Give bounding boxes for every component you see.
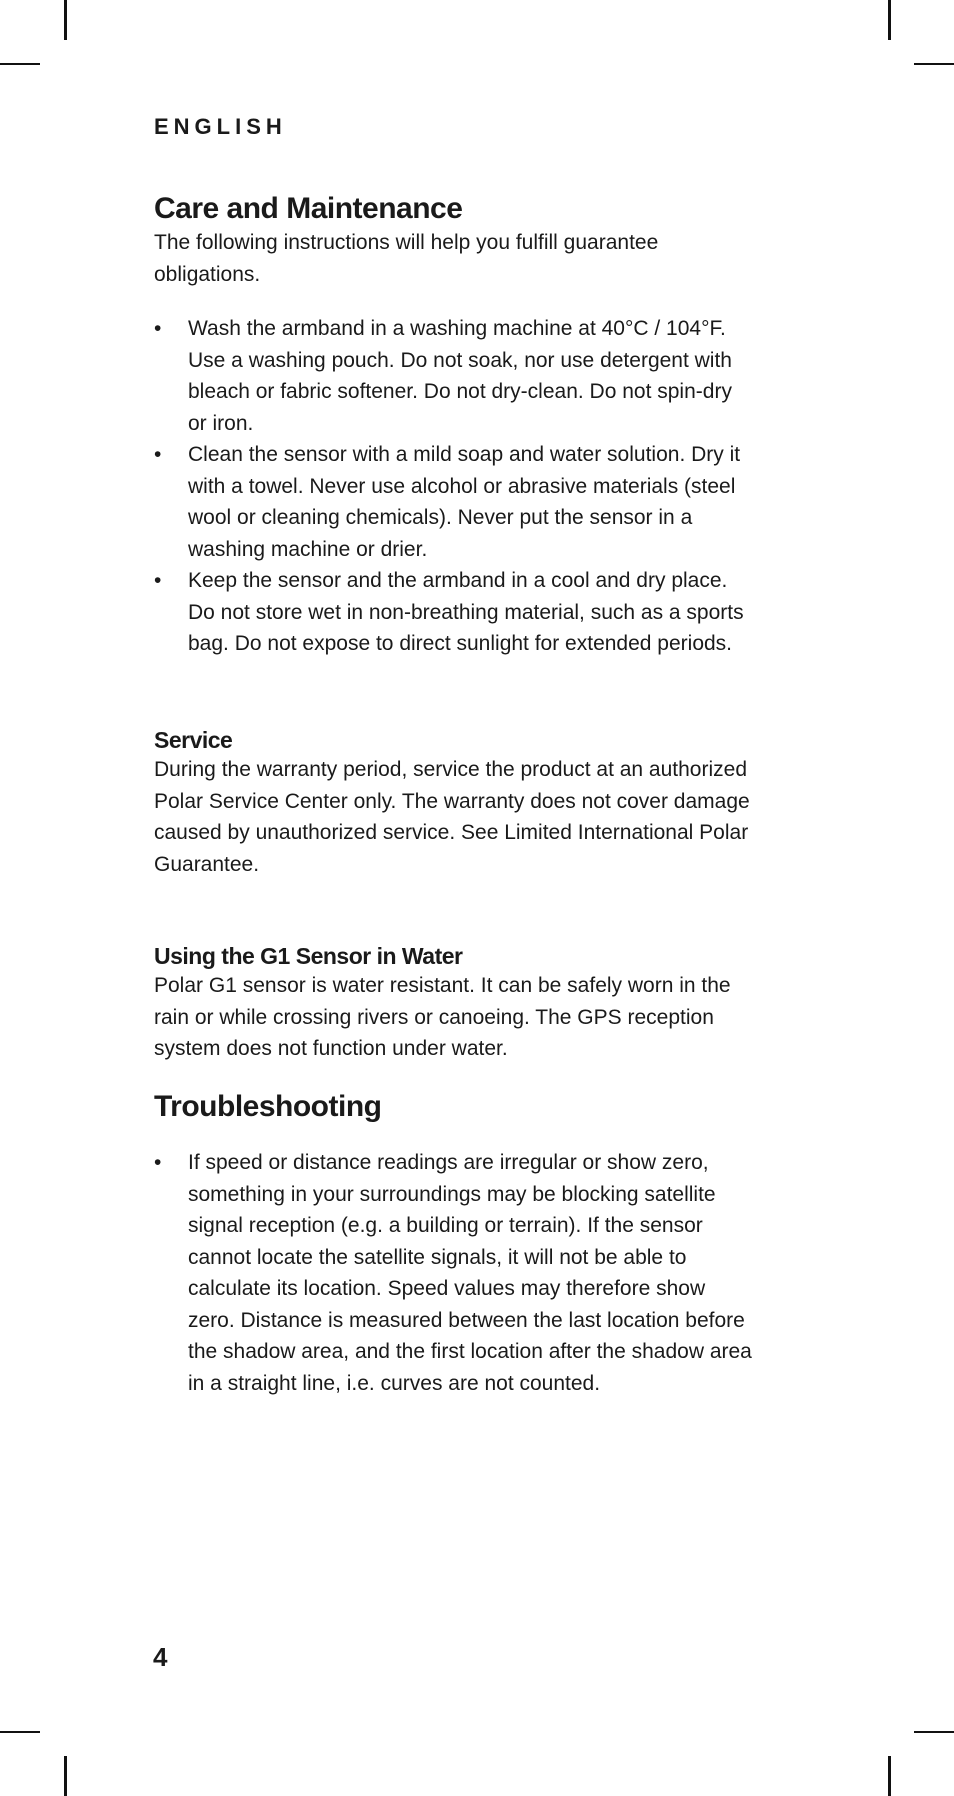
service-title: Service xyxy=(154,727,233,753)
service-text: During the warranty period, service the product at an authorized Polar Service Center only. The warranty does not cover damage caused by unauthorized service. See Limited International Polar Guarantee. xyxy=(154,758,750,876)
troubleshooting-list-block xyxy=(154,1147,754,1399)
care-item-text: Clean the sensor with a mild soap and water solution. Dry it with a towel. Never use alcohol or abrasive materials (steel wool or cleaning chemicals). Never put the sensor in a washing machine or drier. xyxy=(188,443,741,561)
troubleshooting-section xyxy=(154,1089,754,1125)
bullet-icon: • xyxy=(154,443,162,466)
list-item xyxy=(154,313,754,439)
service-section xyxy=(154,726,754,880)
list-item xyxy=(154,1147,754,1399)
troubleshooting-list xyxy=(154,1147,754,1399)
crop-mark-top-right xyxy=(888,0,891,40)
crop-mark-bottom-left-h xyxy=(0,1731,40,1733)
language-header: ENGLISH xyxy=(154,114,287,139)
care-item-text: Wash the armband in a washing machine at 40°C / 104°F. Use a washing pouch. Do not soak, nor use detergent with bleach or fabric softener. Do not dry-clean. Do not spin-dry or iron. xyxy=(188,317,732,435)
crop-mark-bottom-right-h xyxy=(914,1731,954,1733)
water-title: Using the G1 Sensor in Water xyxy=(154,943,463,969)
crop-mark-top-left-h xyxy=(0,63,40,65)
crop-mark-top-left xyxy=(64,0,67,40)
care-intro: The following instructions will help you fulfill guarantee obligations. xyxy=(154,231,659,286)
care-section xyxy=(154,191,754,290)
troubleshooting-title: Troubleshooting xyxy=(154,1090,382,1123)
page-number: 4 xyxy=(153,1642,168,1672)
bullet-icon: • xyxy=(154,317,162,340)
list-item xyxy=(154,439,754,565)
water-section xyxy=(154,942,754,1065)
care-list xyxy=(154,313,754,660)
bullet-icon: • xyxy=(154,569,162,592)
list-item xyxy=(154,565,754,660)
crop-mark-bottom-left xyxy=(64,1756,67,1796)
troubleshooting-item-text: If speed or distance readings are irregular or show zero, something in your surroundings may be blocking satellite signal reception (e.g. a building or terrain). If the sensor cannot locate the satellite signals, it will not be able to calculate its location. Speed values may therefore show zero. Distance is measured between the last location before the shadow area, and the first location after the shadow area in a straight line, i.e. curves are not counted. xyxy=(188,1151,752,1395)
crop-mark-top-right-h xyxy=(914,63,954,65)
water-text: Polar G1 sensor is water resistant. It can be safely worn in the rain or while crossing rivers or canoeing. The GPS reception system does not function under water. xyxy=(154,974,731,1060)
care-title: Care and Maintenance xyxy=(154,192,463,225)
care-item-text: Keep the sensor and the armband in a cool and dry place. Do not store wet in non-breathing material, such as a sports bag. Do not expose to direct sunlight for extended periods. xyxy=(188,569,744,655)
crop-mark-bottom-right xyxy=(888,1756,891,1796)
bullet-icon: • xyxy=(154,1151,162,1174)
care-list-block xyxy=(154,313,754,660)
